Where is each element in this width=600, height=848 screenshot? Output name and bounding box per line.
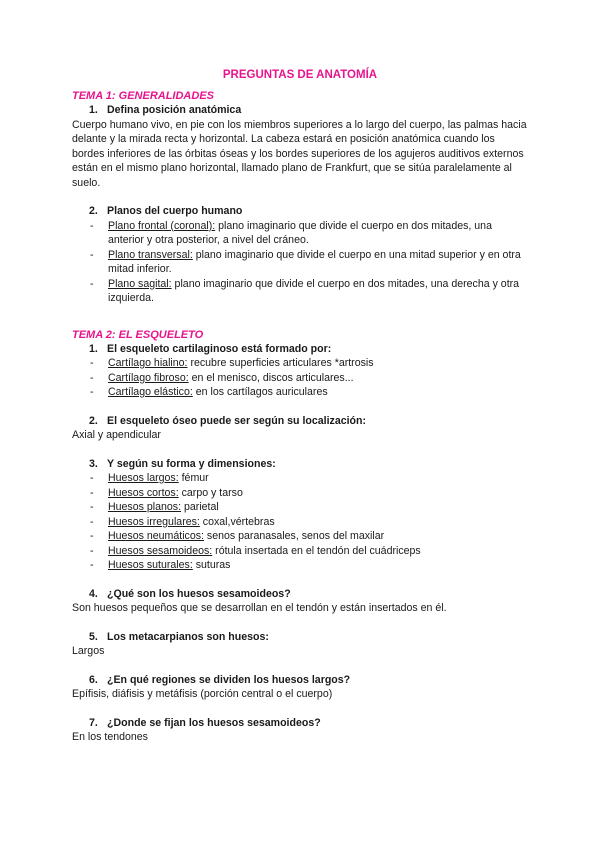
- list-planos: [72, 219, 528, 306]
- question-2-3: 3. Y según su forma y dimensiones:: [89, 457, 276, 470]
- question-2-2: 2. El esqueleto óseo puede ser según su localización:: [89, 414, 367, 427]
- list-cartilagos: [72, 356, 528, 400]
- list-item: - Huesos sesamoideos: rótula insertada en el tendón del cuádriceps: [90, 544, 421, 557]
- list-item: - Plano transversal: plano imaginario que divide el cuerpo en una mitad superior y en otra mitad inferior.: [90, 248, 521, 275]
- document-page: [72, 68, 528, 745]
- answer-2-7: En los tendones: [72, 731, 148, 743]
- list-item: - Huesos suturales: suturas: [90, 559, 231, 571]
- question-1-2: 2. Planos del cuerpo humano: [89, 205, 243, 217]
- list-item: - Plano frontal (coronal): plano imaginario que divide el cuerpo en dos mitades, una anterior y otra posterior, a nivel del cráneo.: [90, 219, 492, 246]
- answer-1-1: Cuerpo humano vivo, en pie con los miembros superiores a lo largo del cuerpo, las palmas hacia delante y la mirada recta y horizontal. La cabeza estará en posición anatómica cuando los bordes inferiores de las órbitas óseas y los bordes superiores de los agujeros auditivos externos están en el mismo plano horizontal, llamado plano de Frankfurt, que se sitúa paralelamente al suelo.: [72, 118, 527, 189]
- answer-2-2: Axial y apendicular: [72, 429, 161, 441]
- list-item: - Cartílago elástico: en los cartílagos auriculares: [90, 386, 328, 398]
- list-item: - Huesos cortos: carpo y tarso: [90, 486, 243, 499]
- list-huesos: [72, 471, 528, 573]
- question-2-4: 4. ¿Qué son los huesos sesamoideos?: [89, 587, 291, 600]
- question-2-5: 5. Los metacarpianos son huesos:: [89, 630, 269, 643]
- question-2-1: 1. El esqueleto cartilaginoso está formado por:: [89, 342, 332, 355]
- list-item: - Cartílago fibroso: en el menisco, discos articulares...: [90, 371, 354, 384]
- list-item: - Plano sagital: plano imaginario que divide el cuerpo en dos mitades, una derecha y otra izquierda.: [90, 277, 520, 304]
- document-title: PREGUNTAS DE ANATOMÍA: [222, 69, 378, 81]
- answer-2-4: Son huesos pequeños que se desarrollan en el tendón y están insertados en él.: [72, 602, 447, 614]
- answer-2-6: Epífisis, diáfisis y metáfisis (porción central o el cuerpo): [72, 688, 333, 700]
- list-item: - Huesos largos: fémur: [90, 472, 209, 484]
- list-item: - Huesos irregulares: coxal,vértebras: [90, 515, 275, 528]
- list-item: - Huesos neumáticos: senos paranasales, senos del maxilar: [90, 530, 385, 542]
- section-heading-tema-2: TEMA 2: EL ESQUELETO: [72, 328, 204, 341]
- question-1-1: 1. Defina posición anatómica: [89, 104, 242, 116]
- question-2-6: 6. ¿En qué regiones se dividen los huesos largos?: [89, 673, 351, 686]
- list-item: - Cartílago hialino: recubre superficies articulares *artrosis: [90, 357, 374, 369]
- list-item: - Huesos planos: parietal: [90, 501, 219, 513]
- question-2-7: 7. ¿Donde se fijan los huesos sesamoideos?: [89, 716, 321, 729]
- section-heading-tema-1: TEMA 1: GENERALIDADES: [72, 90, 214, 102]
- answer-2-5: Largos: [72, 645, 105, 657]
